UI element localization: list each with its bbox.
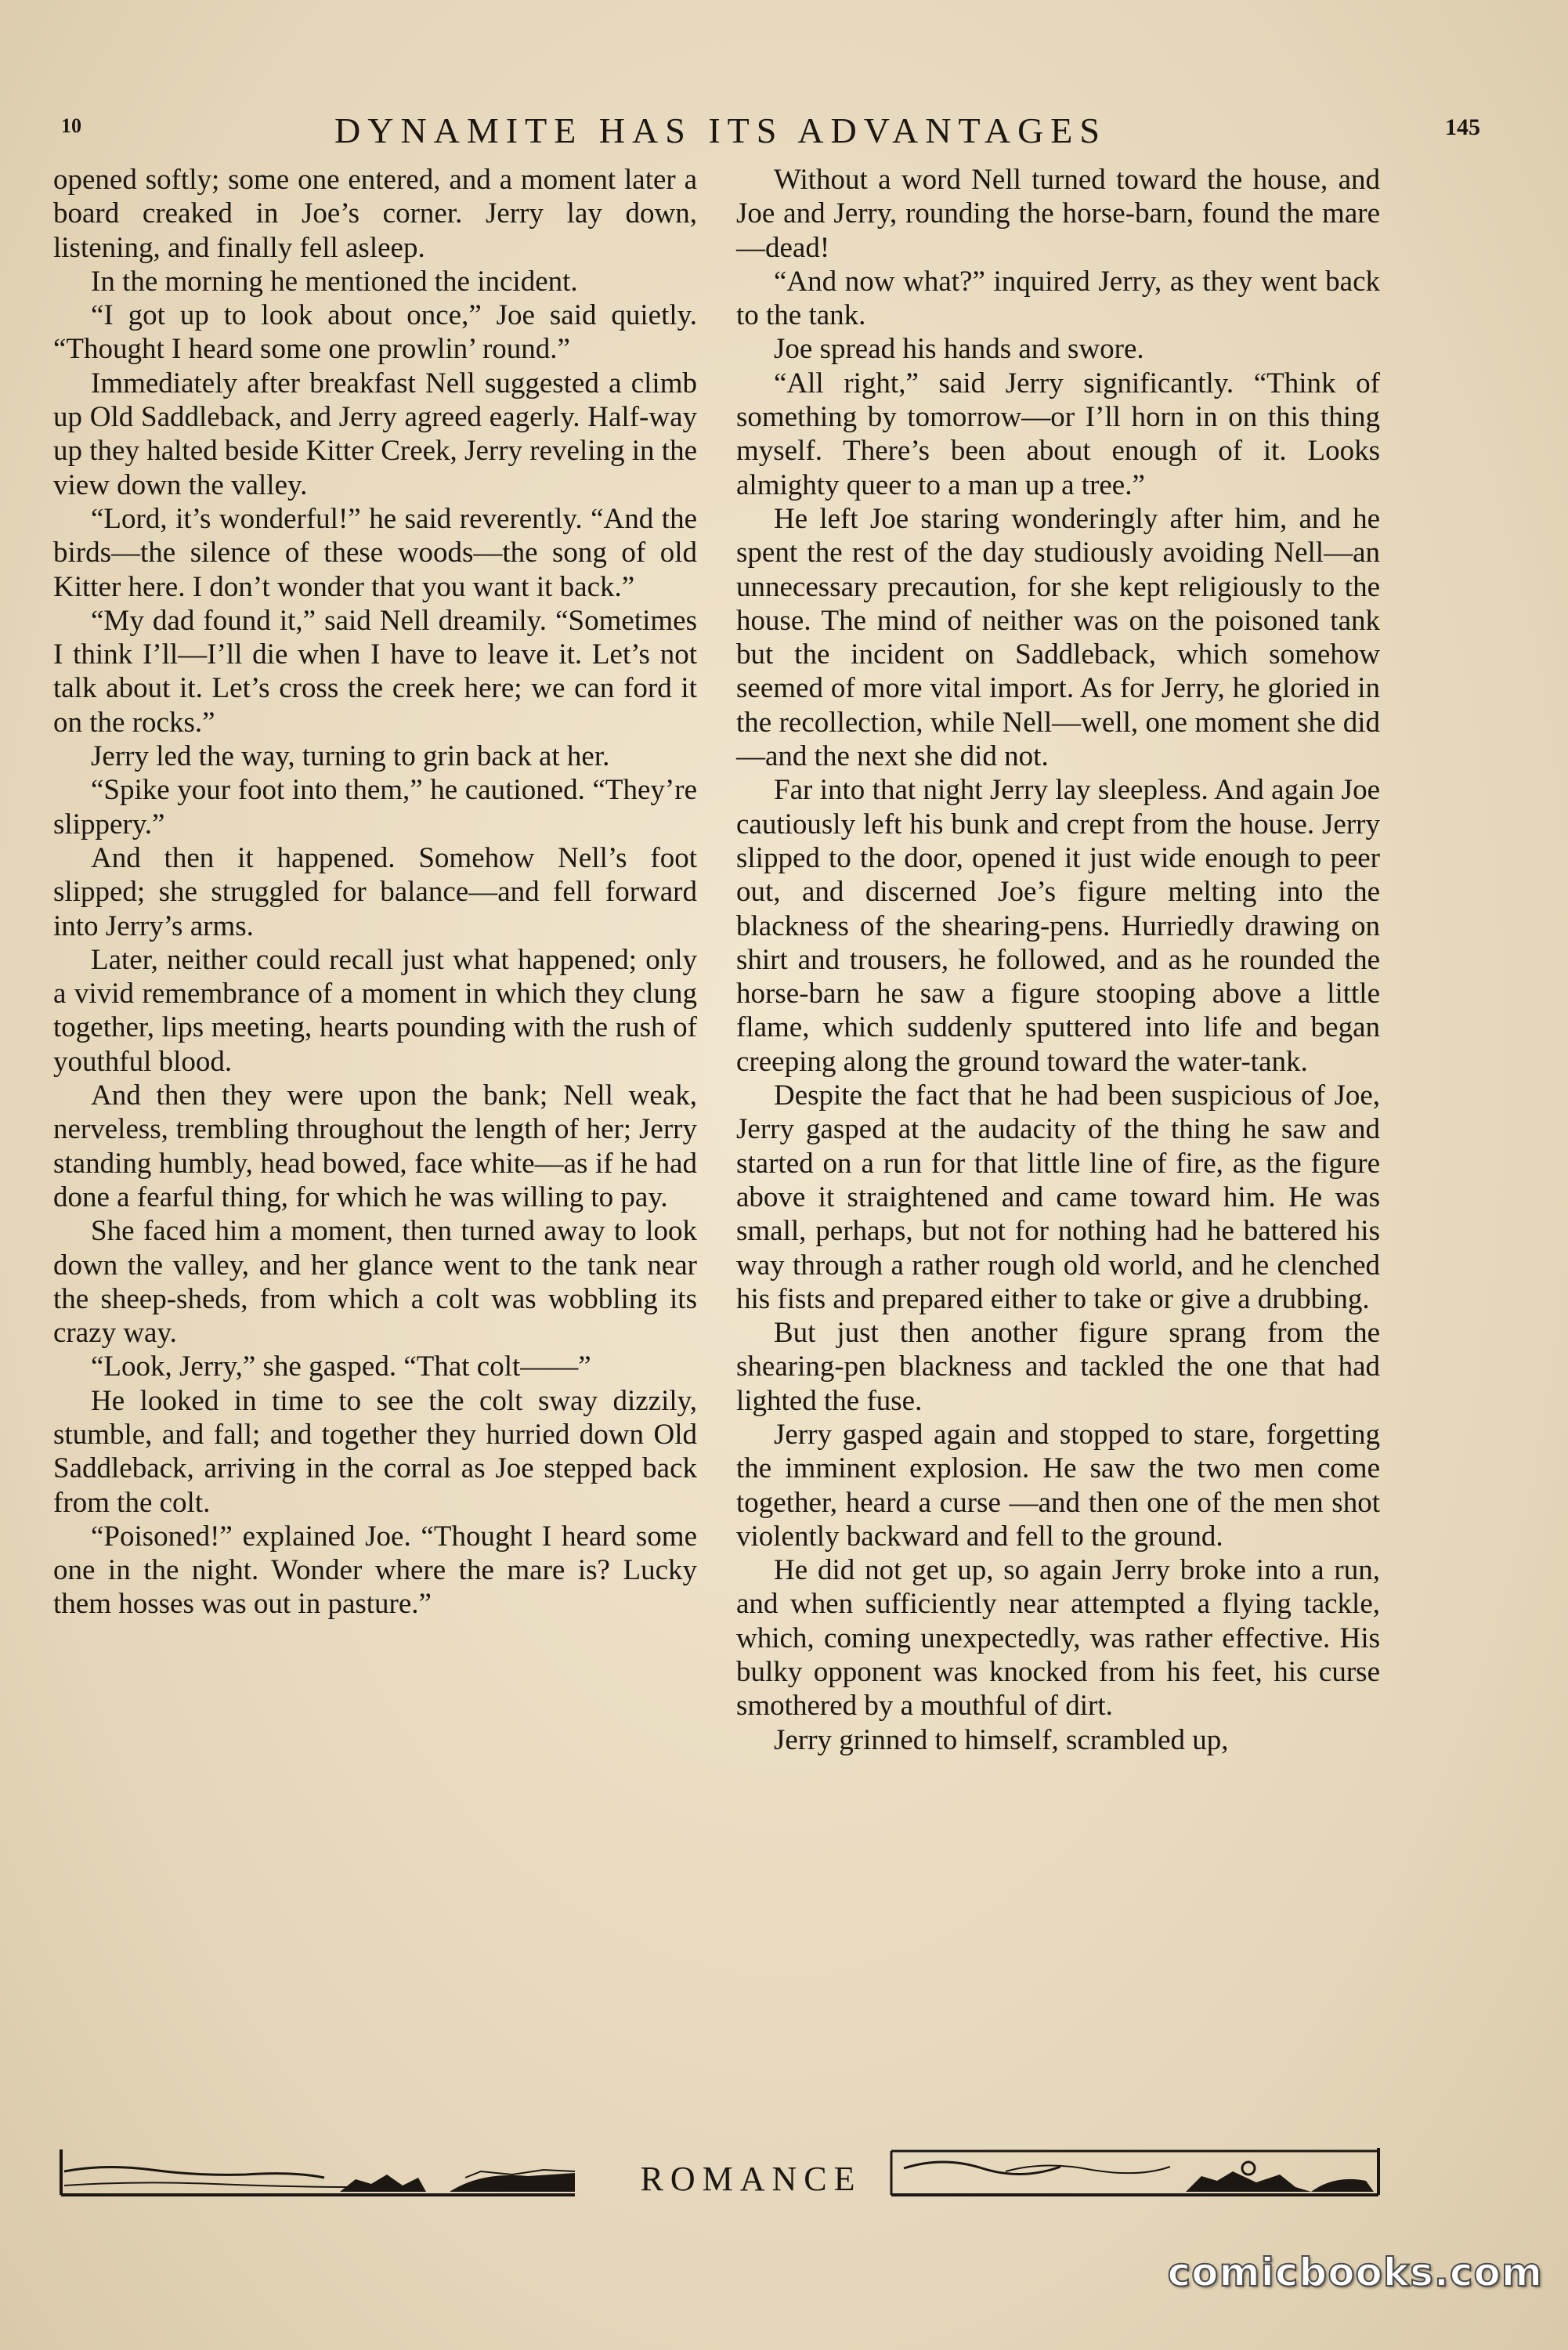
paragraph: Joe spread his hands and swore.	[774, 333, 1144, 366]
paragraph: “Look, Jerry,” she gasped. “That colt——”	[91, 1350, 591, 1383]
paragraph: Far into that night Jerry lay sleepless. And again Joe cautiously left his bunk and crept from the house. Jerry slipped to the door, opened it just wide enough to peer out, and discerned Joe’s figure melting into the blackness of the shearing-pens. Hurriedly drawing on shirt and trousers, he followed, and as he rounded the horse-barn he saw a figure stooping above a little flame, which suddenly sputtered into life and began creeping along the ground toward the water-tank.	[736, 774, 1380, 1078]
running-title: DYNAMITE HAS ITS ADVANTAGES	[334, 110, 1107, 150]
paragraph: “And now what?” inquired Jerry, as they went back to the tank.	[736, 265, 1380, 332]
paragraph: Later, neither could recall just what happened; only a vivid remembrance of a moment in which they clung together, lips meeting, hearts pounding with the rush of youthful blood.	[53, 943, 697, 1078]
paragraph: She faced him a moment, then turned away to look down the valley, and her glance went to the tank near the sheep-sheds, from which a colt was wobbling its crazy way.	[53, 1215, 697, 1350]
paragraph: “Poisoned!” explained Joe. “Thought I heard some one in the night. Wonder where the mare is? Lucky them hosses was out in pasture.”	[53, 1520, 697, 1621]
page-number-right: 145	[1445, 114, 1480, 140]
paragraph: “Spike your foot into them,” he cautioned. “They’re slippery.”	[53, 774, 697, 841]
paragraph: Immediately after breakfast Nell suggested a climb up Old Saddleback, and Jerry agreed eagerly. Half-way up they halted beside Kitter Creek, Jerry reveling in the view down the valley.	[53, 367, 697, 501]
page-number-left: 10	[61, 114, 81, 137]
paragraph: He did not get up, so again Jerry broke into a run, and when sufficiently near attempted a flying tackle, which, coming unexpectedly, was rather effective. His bulky opponent was knocked from his feet, his curse smothered by a mouthful of dirt.	[736, 1554, 1380, 1723]
paragraph: He left Joe staring wonderingly after him, and he spent the rest of the day studiously avoiding Nell—an unnecessary precaution, for she kept religiously to the house. The mind of neither was on the poisoned tank but the incident on Saddleback, which somehow seemed of more vital import. As for Jerry, he gloried in the recollection, while Nell—well, one moment she did—and the next she did not.	[736, 502, 1380, 773]
paragraph: Jerry gasped again and stopped to stare, forgetting the imminent explosion. He saw the two men come together, heard a curse —and then one of the men shot violently backward and fell to the ground.	[736, 1418, 1380, 1553]
paragraph: Jerry grinned to himself, scrambled up,	[774, 1723, 1229, 1756]
paragraph: opened softly; some one entered, and a moment later a board creaked in Joe’s corner. Jerry lay down, listening, and finally fell asleep.	[53, 164, 697, 264]
paragraph: Jerry led the way, turning to grin back at her.	[91, 740, 610, 773]
text-column-left	[53, 163, 697, 2113]
paragraph: And then it happened. Somehow Nell’s foot slipped; she struggled for balance—and fell forward into Jerry’s arms.	[53, 841, 697, 942]
paragraph: “I got up to look about once,” Joe said quietly. “Thought I heard some one prowlin’ round.”	[53, 299, 697, 366]
paragraph: But just then another figure sprang from the shearing-pen blackness and tackled the one that had lighted the fuse.	[736, 1317, 1380, 1417]
paragraph: In the morning he mentioned the incident.	[91, 265, 578, 298]
landscape-ornament-right	[888, 2140, 1382, 2203]
page-footer	[58, 2140, 1382, 2203]
paragraph: Despite the fact that he had been suspicious of Joe, Jerry gasped at the audacity of the thing he saw and started on a run for that little line of fire, as the figure above it straightened and came toward him. He was small, perhaps, but not for nothing had he battered his way through a rather rough old world, and he clenched his fists and prepared either to take or give a drubbing.	[736, 1079, 1380, 1315]
paragraph: Without a word Nell turned toward the house, and Joe and Jerry, rounding the horse-barn, found the mare—dead!	[736, 164, 1380, 264]
paragraph: “Lord, it’s wonderful!” he said reverently. “And the birds—the silence of these woods—the song of old Kitter here. I don’t wonder that you want it back.”	[53, 502, 697, 603]
text-column-right	[736, 163, 1380, 2113]
paragraph: “My dad found it,” said Nell dreamily. “Sometimes I think I’ll—I’ll die when I have to leave it. Let’s not talk about it. Let’s cross the creek here; we can ford it on the rocks.”	[53, 604, 697, 739]
paragraph: And then they were upon the bank; Nell weak, nerveless, trembling throughout the length of her; Jerry standing humbly, head bowed, face white—as if he had done a fearful thing, for which he was willing to pay.	[53, 1079, 697, 1213]
watermark-text: comicbooks.com	[1167, 2250, 1543, 2295]
magazine-name: ROMANCE	[640, 2160, 862, 2198]
paragraph: He looked in time to see the colt sway dizzily, stumble, and fall; and together they hurried down Old Saddleback, arriving in the corral as Joe stepped back from the colt.	[53, 1384, 697, 1519]
paragraph: “All right,” said Jerry significantly. “Think of something by tomorrow—or I’ll horn in on this thing myself. There’s been about enough of it. Looks almighty queer to a man up a tree.”	[736, 367, 1380, 501]
landscape-ornament-left	[58, 2140, 579, 2203]
